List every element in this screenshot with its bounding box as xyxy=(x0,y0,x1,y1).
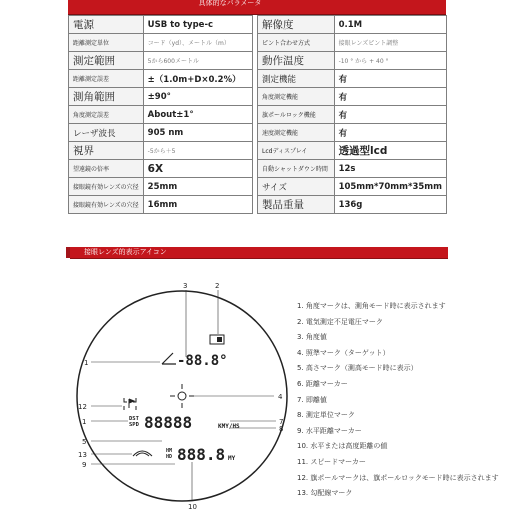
spec-key: 電源 xyxy=(69,16,144,34)
distance-value: 88888 xyxy=(144,413,193,432)
legend-item: 11. スピードマーカー xyxy=(297,457,366,466)
height-unit: MY xyxy=(228,455,236,462)
height-value: 888.8 xyxy=(177,445,226,464)
spec-key: 速度測定機能 xyxy=(258,124,335,142)
spec-value: 有 xyxy=(334,88,446,106)
spec-key: 旗ポールロック機能 xyxy=(258,106,335,124)
spec-key: 望遠鏡の倍率 xyxy=(69,160,144,178)
spec-row xyxy=(69,70,253,88)
spec-value: 0.1M xyxy=(334,16,446,34)
legend-item: 5. 高さマーク（測高モード時に表示） xyxy=(297,364,418,373)
spec-key: 接眼鏡有効レンズの穴径 xyxy=(69,178,144,196)
angle-value: -88.8° xyxy=(177,353,228,369)
spec-row xyxy=(258,196,447,214)
callout-9: 9 xyxy=(82,461,87,469)
callout-4: 4 xyxy=(278,393,283,401)
legend-item: 6. 距離マーカー xyxy=(297,379,348,388)
spec-key: Lcdディスプレイ xyxy=(258,142,335,160)
spec-key: 測定機能 xyxy=(258,70,335,88)
spd-label: SPD xyxy=(129,422,139,428)
callout-2: 2 xyxy=(215,282,220,290)
dst-label: DST xyxy=(129,416,139,422)
spec-row xyxy=(258,16,447,34)
legend-item: 10. 水平または高度距離の値 xyxy=(297,442,388,451)
spec-row xyxy=(258,106,447,124)
legend-item: 9. 水平距離マーカー xyxy=(297,426,362,435)
spec-value: 25mm xyxy=(143,178,252,196)
spec-key: 動作温度 xyxy=(258,52,335,70)
spec-value: コード（yd）、メートル（m） xyxy=(143,34,252,52)
spec-key: ピント合わせ方式 xyxy=(258,34,335,52)
legend-item: 3. 角度値 xyxy=(297,333,327,342)
spec-value: 透過型lcd xyxy=(334,142,446,160)
spec-row xyxy=(258,124,447,142)
spec-row xyxy=(69,196,253,214)
spec-row xyxy=(258,178,447,196)
spec-value: 5から600メートル xyxy=(143,52,252,70)
spec-value: 有 xyxy=(334,106,446,124)
spec-row xyxy=(69,88,253,106)
spec-value: ±90° xyxy=(143,88,252,106)
speed-unit: KMY/HS xyxy=(218,423,240,430)
spec-value: 接眼レンズピント調整 xyxy=(334,34,446,52)
spec-value: -5から＋5 xyxy=(143,142,252,160)
spec-key: 角度測定機能 xyxy=(258,88,335,106)
spec-header-title: 具体的なパラメータ xyxy=(198,0,262,7)
spec-table-left xyxy=(68,15,253,214)
callout-13: 13 xyxy=(78,451,87,459)
spec-table-right xyxy=(257,15,447,214)
spec-value: 有 xyxy=(334,124,446,142)
spec-key: 角度測定誤差 xyxy=(69,106,144,124)
eyepiece-display-diagram xyxy=(70,280,294,512)
callout-1b: 1 xyxy=(82,418,87,426)
spec-row xyxy=(69,160,253,178)
spec-value: 16mm xyxy=(143,196,252,214)
spec-row xyxy=(69,124,253,142)
spec-row xyxy=(69,178,253,196)
spec-row xyxy=(258,88,447,106)
spec-value: 905 nm xyxy=(143,124,252,142)
spec-value: -10 ° から + 40 ° xyxy=(334,52,446,70)
spec-key: 距離測定単位 xyxy=(69,34,144,52)
spec-key: 視界 xyxy=(69,142,144,160)
spec-value: ±（1.0m+D×0.2%） xyxy=(143,70,252,88)
spec-key: 接眼鏡有効レンズの穴径 xyxy=(69,196,144,214)
spec-key: 解像度 xyxy=(258,16,335,34)
spec-row xyxy=(258,70,447,88)
spec-row xyxy=(258,52,447,70)
spec-value: 136g xyxy=(334,196,446,214)
callout-5: 5 xyxy=(82,438,87,446)
spec-key: 自動シャットダウン時間 xyxy=(258,160,335,178)
spec-key: 測角範囲 xyxy=(69,88,144,106)
spec-key: レーザ波長 xyxy=(69,124,144,142)
callout-8: 8 xyxy=(279,425,284,433)
legend-item: 2. 電気測定不足電圧マーク xyxy=(297,317,383,326)
icon-legend xyxy=(297,299,499,502)
spec-value: 105mm*70mm*35mm xyxy=(334,178,446,196)
callout-3: 3 xyxy=(183,282,188,290)
callout-10: 10 xyxy=(188,503,197,511)
section-title: 接眼レンズ的表示アイコン xyxy=(84,248,167,256)
spec-key: 測定範囲 xyxy=(69,52,144,70)
spec-row xyxy=(69,16,253,34)
spec-key: 距離測定誤差 xyxy=(69,70,144,88)
hd-label: HD xyxy=(166,454,173,460)
legend-item: 1. 角度マークは、測角モード時に表示されます xyxy=(297,302,446,310)
spec-row xyxy=(258,34,447,52)
callout-7: 7 xyxy=(279,418,284,426)
spec-key: サイズ xyxy=(258,178,335,196)
hm-label: HM xyxy=(166,448,173,454)
spec-value: 12s xyxy=(334,160,446,178)
legend-item: 12. 旗ポールマークは、旗ポールロックモード時に表示されます xyxy=(297,473,499,482)
legend-item: 8. 測定単位マーク xyxy=(297,411,355,420)
callout-1: 1 xyxy=(84,359,89,367)
spec-value: About±1° xyxy=(143,106,252,124)
legend-item: 4. 照準マーク（ターゲット） xyxy=(297,348,390,357)
spec-row xyxy=(258,160,447,178)
spec-row xyxy=(69,106,253,124)
spec-row xyxy=(69,52,253,70)
spec-row xyxy=(69,34,253,52)
spec-value: USB to type-c xyxy=(143,16,252,34)
spec-row xyxy=(69,142,253,160)
legend-item: 7. 即離値 xyxy=(297,395,327,404)
legend-item: 13. 勾配線マーク xyxy=(297,489,353,498)
spec-row xyxy=(258,142,447,160)
spec-key: 製品重量 xyxy=(258,196,335,214)
spec-value: 有 xyxy=(334,70,446,88)
callout-12: 12 xyxy=(78,403,87,411)
spec-value: 6X xyxy=(143,160,252,178)
